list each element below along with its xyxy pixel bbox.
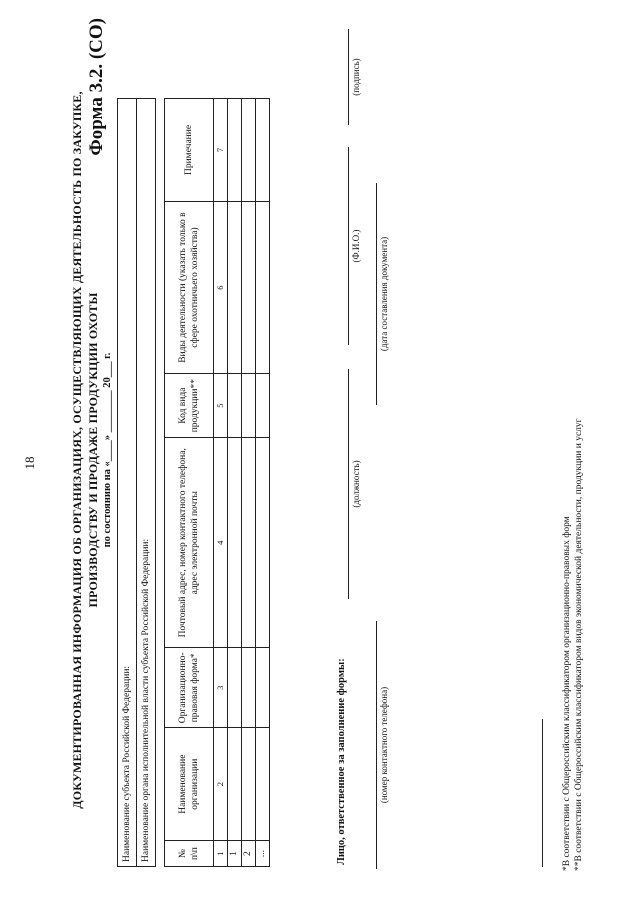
column-number: 2 [214,728,228,841]
column-number: 5 [214,374,228,438]
table-cell [256,728,270,841]
table-cell [228,648,242,728]
table-cell [228,201,242,373]
table-cell [242,728,256,841]
column-number: 1 [214,841,228,867]
column-header: № п\п [165,841,214,867]
table-row [256,99,270,867]
table-cell [228,99,242,202]
column-header: Организационно-правовая форма* [165,648,214,728]
footnote-1: *В соответствии с Общероссийским классификатором организационно-правовых форм [562,516,572,871]
table-cell [256,201,270,373]
form-label: Форма 3.2. (СО) [86,18,107,156]
column-header: Код вида продукции** [165,374,214,438]
document-title-line1: ДОКУМЕНТИРОВАННАЯ ИНФОРМАЦИЯ ОБ ОРГАНИЗАЦИЯХ, ОСУЩЕСТВЛЯЮЩИХ ДЕЯТЕЛЬНОСТЬ ПО ЗАКУПКЕ, [70,91,84,809]
column-number: 3 [214,648,228,728]
authority-field: Наименование органа исполнительной власти субъекта Российской Федерации: [137,99,156,867]
date-line [376,183,377,405]
phone-caption: (номер контактного телефона) [379,686,389,804]
table-cell: 2 [242,841,256,867]
as-of-date-line: по состоянию на «____» ________ 20___ г. [102,352,113,548]
column-number-row [214,99,228,867]
table-cell [256,99,270,202]
column-header: Виды деятельности (указать только в сфере охотничьего хозяйства) [165,201,214,373]
table-cell [256,438,270,648]
header-fields-table [117,98,156,867]
date-caption: (дата составления документа) [379,236,389,352]
column-number: 6 [214,201,228,373]
table-cell: 1 [228,841,242,867]
column-number: 4 [214,438,228,648]
name-caption: (Ф.И.О.) [351,229,361,263]
table-cell [256,648,270,728]
table-header-row [165,99,214,867]
table-cell [242,99,256,202]
footnote-2: **В соответствии с Общероссийским классификатором видов экономической деятельности, продукции и услуг [574,418,584,871]
position-line [348,369,349,599]
table-cell [242,201,256,373]
responsible-person-label: Лицо, ответственное за заполнение формы: [336,658,347,865]
name-line [348,147,349,345]
position-caption: (должность) [351,460,361,508]
phone-line [376,621,377,869]
table-cell: ... [256,841,270,867]
column-header: Почтовый адрес, номер контактного телефона, адрес электронной почты [165,438,214,648]
signature-line [348,29,349,125]
table-cell [242,374,256,438]
subject-field: Наименование субъекта Российской Федерации: [118,99,137,867]
table-cell [256,374,270,438]
page-number: 18 [22,456,37,470]
organizations-table [164,98,270,867]
table-row [228,99,242,867]
table-cell [228,438,242,648]
footnote-separator [542,719,543,867]
table-row [242,99,256,867]
table-cell [228,374,242,438]
signature-caption: (подпись) [351,58,361,96]
column-number: 7 [214,99,228,202]
column-header: Примечание [165,99,214,202]
table-cell [228,728,242,841]
table-cell [242,648,256,728]
table-cell [242,438,256,648]
document-title-line2: ПРОИЗВОДСТВУ И ПРОДАЖЕ ПРОДУКЦИИ ОХОТЫ [86,292,100,608]
column-header: Наименование организации [165,728,214,841]
